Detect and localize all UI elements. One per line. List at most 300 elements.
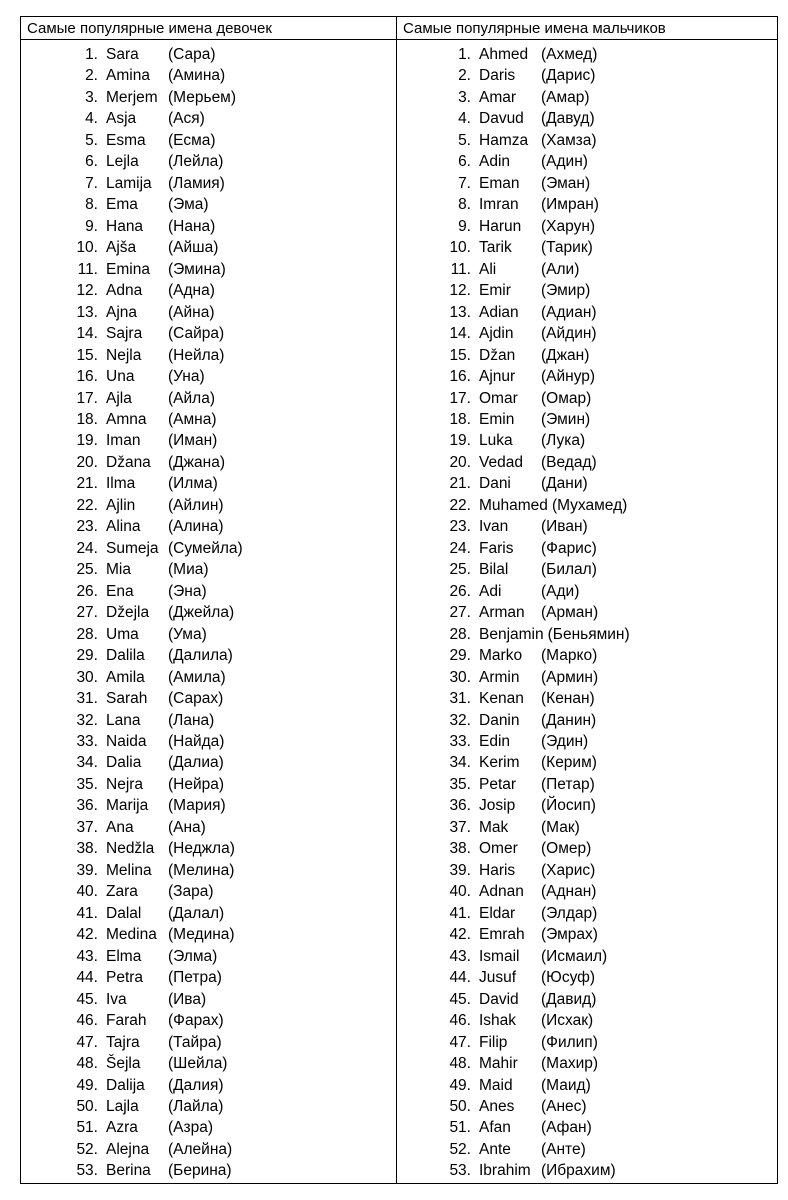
rank-number: 34. bbox=[76, 754, 98, 772]
girl-name-row bbox=[21, 44, 396, 65]
latin-name: Ivan bbox=[479, 518, 509, 536]
latin-name: Lejla bbox=[106, 153, 139, 171]
girl-name-row bbox=[21, 688, 396, 709]
girl-name-row bbox=[21, 795, 396, 816]
cyrillic-name: (Лука) bbox=[541, 432, 586, 450]
rank-number: 2. bbox=[458, 67, 471, 85]
latin-name: Tarik bbox=[479, 239, 512, 257]
latin-name: Vedad bbox=[479, 453, 523, 471]
girl-name-row bbox=[21, 65, 396, 86]
cyrillic-name: (Азра) bbox=[168, 1119, 214, 1137]
latin-name: Ilma bbox=[106, 475, 136, 493]
cyrillic-name: (Фарис) bbox=[541, 539, 597, 557]
latin-name: Ajnur bbox=[479, 368, 516, 386]
latin-name: Kenan bbox=[479, 690, 524, 708]
cyrillic-name: (Исмаил) bbox=[541, 947, 608, 965]
cyrillic-name: (Данин) bbox=[541, 711, 597, 729]
rank-number: 35. bbox=[449, 775, 471, 793]
girl-name-row bbox=[21, 860, 396, 881]
boy-name-row bbox=[397, 946, 777, 967]
rank-number: 29. bbox=[76, 647, 98, 665]
girl-name-row bbox=[21, 1096, 396, 1117]
latin-name: Amar bbox=[479, 88, 517, 106]
girl-name-row bbox=[21, 924, 396, 945]
rank-number: 23. bbox=[449, 518, 471, 536]
girl-name-row bbox=[21, 1139, 396, 1160]
girl-name-row bbox=[21, 302, 396, 323]
boy-name-row bbox=[397, 924, 777, 945]
girl-name-row bbox=[21, 624, 396, 645]
rank-number: 49. bbox=[76, 1076, 98, 1094]
cyrillic-name: (Ведад) bbox=[541, 453, 597, 471]
boy-name-row bbox=[397, 903, 777, 924]
latin-name: Faris bbox=[479, 539, 514, 557]
cyrillic-name: (Айла) bbox=[168, 389, 215, 407]
latin-name: Ena bbox=[106, 582, 134, 600]
rank-number: 25. bbox=[449, 561, 471, 579]
latin-name: Ali bbox=[479, 260, 497, 278]
girl-name-row bbox=[21, 151, 396, 172]
latin-name: Daris bbox=[479, 67, 516, 85]
cyrillic-name: (Берина) bbox=[168, 1162, 232, 1180]
boy-name-row bbox=[397, 538, 777, 559]
rank-number: 28. bbox=[449, 625, 471, 643]
rank-number: 45. bbox=[449, 990, 471, 1008]
cyrillic-name: (Юсуф) bbox=[541, 969, 596, 987]
latin-name: Una bbox=[106, 368, 135, 386]
cyrillic-name: (Далал) bbox=[168, 904, 225, 922]
rank-number: 46. bbox=[76, 1012, 98, 1030]
rank-number: 26. bbox=[449, 582, 471, 600]
cyrillic-name: (Нейла) bbox=[168, 346, 225, 364]
rank-number: 49. bbox=[449, 1076, 471, 1094]
boy-name-row bbox=[397, 409, 777, 430]
boy-name-row bbox=[397, 710, 777, 731]
boy-name-row bbox=[397, 688, 777, 709]
girl-name-row bbox=[21, 731, 396, 752]
latin-name: Marko bbox=[479, 647, 523, 665]
latin-name: Naida bbox=[106, 733, 147, 750]
boy-name-row bbox=[397, 752, 777, 773]
latin-name: Ajša bbox=[106, 239, 137, 257]
cyrillic-name: (Петар) bbox=[541, 775, 595, 793]
rank-number: 19. bbox=[449, 432, 471, 450]
rank-number: 9. bbox=[85, 217, 98, 235]
rank-number: 24. bbox=[76, 539, 98, 557]
latin-name: Dalal bbox=[106, 904, 142, 922]
cyrillic-name: (Есма) bbox=[168, 131, 216, 149]
rank-number: 40. bbox=[449, 883, 471, 901]
boy-name-row bbox=[397, 366, 777, 387]
rank-number: 2. bbox=[85, 67, 98, 85]
rank-number: 53. bbox=[76, 1162, 98, 1180]
cyrillic-name: (Маид) bbox=[541, 1076, 591, 1094]
girls-column bbox=[21, 40, 397, 1184]
latin-name: Tajra bbox=[106, 1033, 140, 1051]
rank-number: 18. bbox=[76, 410, 98, 428]
cyrillic-name: (Тарик) bbox=[541, 239, 593, 257]
latin-name: Nejla bbox=[106, 346, 142, 364]
cyrillic-name: (Керим) bbox=[541, 754, 597, 772]
boy-name-row bbox=[397, 774, 777, 795]
cyrillic-name: (Амина) bbox=[168, 67, 226, 85]
girl-name-row bbox=[21, 752, 396, 773]
boy-name-row bbox=[397, 130, 777, 151]
cyrillic-name: (Нана) bbox=[168, 217, 216, 235]
boy-name-row bbox=[397, 345, 777, 366]
latin-name: Dani bbox=[479, 475, 511, 493]
cyrillic-name: (Шейла) bbox=[168, 1055, 228, 1073]
latin-name: Eldar bbox=[479, 904, 516, 922]
rank-number: 16. bbox=[449, 368, 471, 386]
cyrillic-name: (Айна) bbox=[168, 303, 215, 321]
cyrillic-name: (Харис) bbox=[541, 861, 596, 879]
girl-name-row bbox=[21, 409, 396, 430]
rank-number: 22. bbox=[449, 496, 471, 514]
latin-name: Ishak bbox=[479, 1012, 517, 1030]
rank-number: 37. bbox=[449, 818, 471, 836]
boy-name-row bbox=[397, 302, 777, 323]
latin-name: Sumeja bbox=[106, 539, 159, 557]
latin-name: Džejla bbox=[106, 604, 150, 622]
boy-name-row bbox=[397, 989, 777, 1010]
girl-name-row bbox=[21, 430, 396, 451]
cyrillic-name: (Эмир) bbox=[541, 282, 591, 300]
girl-name-row bbox=[21, 838, 396, 859]
boy-name-row bbox=[397, 559, 777, 580]
latin-name: Davud bbox=[479, 110, 524, 128]
latin-name: Ana bbox=[106, 818, 134, 836]
boy-name-row bbox=[397, 581, 777, 602]
latin-name: Mak bbox=[479, 818, 509, 836]
cyrillic-name: (Кенан) bbox=[541, 690, 595, 708]
latin-name: David bbox=[479, 990, 519, 1008]
latin-name: Maid bbox=[479, 1076, 513, 1094]
latin-name: Edin bbox=[479, 733, 511, 750]
rank-number: 37. bbox=[76, 818, 98, 836]
latin-name: Ahmed bbox=[479, 46, 529, 63]
boy-name-row bbox=[397, 87, 777, 108]
cyrillic-name: (Илма) bbox=[168, 475, 218, 493]
latin-name: Emina bbox=[106, 260, 150, 278]
cyrillic-name: (Ася) bbox=[168, 110, 205, 128]
rank-number: 7. bbox=[458, 174, 471, 192]
boy-name-row bbox=[397, 667, 777, 688]
boy-name-row bbox=[397, 173, 777, 194]
rank-number: 7. bbox=[85, 174, 98, 192]
cyrillic-name: (Найда) bbox=[168, 733, 225, 750]
cyrillic-name: (Адин) bbox=[541, 153, 588, 171]
cyrillic-name: (Ива) bbox=[168, 990, 207, 1008]
girl-name-row bbox=[21, 1160, 396, 1181]
rank-number: 13. bbox=[449, 303, 471, 321]
rank-number: 11. bbox=[77, 260, 98, 278]
boy-name-row bbox=[397, 280, 777, 301]
latin-name: Hana bbox=[106, 217, 144, 235]
rank-number: 27. bbox=[449, 604, 471, 622]
girl-name-row bbox=[21, 667, 396, 688]
rank-number: 10. bbox=[449, 239, 471, 257]
latin-name: Eman bbox=[479, 174, 520, 192]
latin-name: Farah bbox=[106, 1012, 147, 1030]
latin-name: Omer bbox=[479, 840, 518, 858]
girl-name-row bbox=[21, 1010, 396, 1031]
cyrillic-name: (Дани) bbox=[541, 475, 588, 493]
cyrillic-name: (Эдин) bbox=[541, 733, 589, 750]
latin-name: Sajra bbox=[106, 325, 143, 343]
cyrillic-name: (Мария) bbox=[168, 797, 226, 815]
cyrillic-name: (Далиа) bbox=[168, 754, 224, 772]
cyrillic-name: (Тайра) bbox=[168, 1033, 222, 1051]
cyrillic-name: (Эмина) bbox=[168, 260, 226, 278]
rank-number: 3. bbox=[85, 88, 98, 106]
cyrillic-name: (Исхак) bbox=[541, 1012, 594, 1030]
rank-number: 15. bbox=[449, 346, 471, 364]
cyrillic-name: (Элма) bbox=[168, 947, 218, 965]
cyrillic-name: (Сарах) bbox=[168, 690, 224, 708]
rank-number: 10. bbox=[76, 239, 98, 257]
rank-number: 14. bbox=[76, 325, 98, 343]
rank-number: 1. bbox=[458, 46, 471, 63]
boy-name-row bbox=[397, 1032, 777, 1053]
girl-name-row bbox=[21, 388, 396, 409]
rank-number: 12. bbox=[449, 282, 471, 300]
cyrillic-name: (Эмрах) bbox=[541, 926, 598, 944]
latin-name: Arman bbox=[479, 604, 525, 622]
cyrillic-name: (Адиан) bbox=[541, 303, 597, 321]
rank-number: 21. bbox=[76, 475, 98, 493]
cyrillic-name: (Филип) bbox=[541, 1033, 598, 1051]
latin-name: Lajla bbox=[106, 1097, 139, 1115]
latin-name: Adnan bbox=[479, 883, 524, 901]
cyrillic-name: (Эман) bbox=[541, 174, 591, 192]
latin-name: Šejla bbox=[106, 1055, 141, 1073]
cyrillic-name: (Давуд) bbox=[541, 110, 595, 128]
cyrillic-name: (Мерьем) bbox=[168, 88, 237, 106]
girl-name-row bbox=[21, 216, 396, 237]
cyrillic-name: (Эмин) bbox=[541, 410, 591, 428]
boy-name-row bbox=[397, 430, 777, 451]
girl-name-row bbox=[21, 645, 396, 666]
cyrillic-name: (Ума) bbox=[168, 625, 207, 643]
rank-number: 8. bbox=[458, 196, 471, 214]
rank-number: 30. bbox=[449, 668, 471, 686]
latin-name: Danin bbox=[479, 711, 520, 729]
rank-number: 9. bbox=[458, 217, 471, 235]
girl-name-row bbox=[21, 1053, 396, 1074]
rank-number: 31. bbox=[76, 690, 98, 708]
cyrillic-name: (Эна) bbox=[168, 582, 207, 600]
cyrillic-name: (Беньямин) bbox=[547, 625, 630, 643]
cyrillic-name: (Имран) bbox=[541, 196, 599, 214]
cyrillic-name: (Арман) bbox=[541, 604, 599, 622]
rank-number: 6. bbox=[458, 153, 471, 171]
rank-number: 43. bbox=[449, 947, 471, 965]
cyrillic-name: (Джана) bbox=[168, 453, 225, 471]
boy-name-row bbox=[397, 495, 777, 516]
cyrillic-name: (Амна) bbox=[168, 410, 217, 428]
latin-name: Ante bbox=[479, 1140, 511, 1158]
girl-name-row bbox=[21, 559, 396, 580]
latin-name: Elma bbox=[106, 947, 142, 965]
rank-number: 39. bbox=[76, 861, 98, 879]
boy-name-row bbox=[397, 602, 777, 623]
rank-number: 22. bbox=[76, 496, 98, 514]
cyrillic-name: (Далия) bbox=[168, 1076, 224, 1094]
cyrillic-name: (Билал) bbox=[541, 561, 597, 579]
rank-number: 38. bbox=[449, 840, 471, 858]
rank-number: 11. bbox=[450, 260, 471, 278]
cyrillic-name: (Ахмед) bbox=[541, 46, 598, 63]
rank-number: 4. bbox=[85, 110, 98, 128]
boy-name-row bbox=[397, 259, 777, 280]
cyrillic-name: (Фарах) bbox=[168, 1012, 224, 1030]
latin-name: Ajlin bbox=[106, 496, 136, 514]
cyrillic-name: (Дарис) bbox=[541, 67, 596, 85]
latin-name: Emrah bbox=[479, 926, 525, 944]
boy-name-row bbox=[397, 624, 777, 645]
rank-number: 27. bbox=[76, 604, 98, 622]
latin-name: Iva bbox=[106, 990, 127, 1008]
girl-name-row bbox=[21, 1032, 396, 1053]
rank-number: 52. bbox=[449, 1140, 471, 1158]
cyrillic-name: (Мак) bbox=[541, 818, 580, 836]
rank-number: 32. bbox=[76, 711, 98, 729]
girl-name-row bbox=[21, 1117, 396, 1138]
rank-number: 24. bbox=[449, 539, 471, 557]
latin-name: Harun bbox=[479, 217, 522, 235]
latin-name: Hamza bbox=[479, 131, 529, 149]
rank-number: 52. bbox=[76, 1140, 98, 1158]
rank-number: 23. bbox=[76, 518, 98, 536]
cyrillic-name: (Йосип) bbox=[541, 797, 596, 815]
boy-name-row bbox=[397, 1053, 777, 1074]
rank-number: 15. bbox=[76, 346, 98, 364]
latin-name: Ismail bbox=[479, 947, 520, 965]
girl-name-row bbox=[21, 452, 396, 473]
boy-name-row bbox=[397, 1117, 777, 1138]
rank-number: 47. bbox=[449, 1033, 471, 1051]
latin-name: Afan bbox=[479, 1119, 511, 1137]
latin-name: Anes bbox=[479, 1097, 515, 1115]
boy-name-row bbox=[397, 237, 777, 258]
cyrillic-name: (Харун) bbox=[541, 217, 596, 235]
rank-number: 17. bbox=[76, 389, 98, 407]
rank-number: 25. bbox=[76, 561, 98, 579]
latin-name: Nedžla bbox=[106, 840, 155, 858]
latin-name: Melina bbox=[106, 861, 152, 879]
rank-number: 36. bbox=[449, 797, 471, 815]
cyrillic-name: (Алина) bbox=[168, 518, 224, 536]
rank-number: 26. bbox=[76, 582, 98, 600]
rank-number: 41. bbox=[76, 904, 98, 922]
girl-name-row bbox=[21, 881, 396, 902]
girl-name-row bbox=[21, 259, 396, 280]
boy-name-row bbox=[397, 645, 777, 666]
latin-name: Medina bbox=[106, 926, 157, 944]
rank-number: 8. bbox=[85, 196, 98, 214]
rank-number: 5. bbox=[85, 131, 98, 149]
cyrillic-name: (Миа) bbox=[168, 561, 209, 579]
boy-name-row bbox=[397, 1096, 777, 1117]
rank-number: 50. bbox=[449, 1097, 471, 1115]
latin-name: Muhamed bbox=[479, 496, 548, 514]
rank-number: 21. bbox=[449, 475, 471, 493]
boy-name-row bbox=[397, 1139, 777, 1160]
girl-name-row bbox=[21, 130, 396, 151]
girls-list bbox=[21, 44, 396, 1182]
cyrillic-name: (Айлин) bbox=[168, 496, 224, 514]
rank-number: 47. bbox=[76, 1033, 98, 1051]
girl-name-row bbox=[21, 323, 396, 344]
cyrillic-name: (Махир) bbox=[541, 1055, 599, 1073]
boys-list bbox=[397, 44, 777, 1182]
rank-number: 50. bbox=[76, 1097, 98, 1115]
cyrillic-name: (Адна) bbox=[168, 282, 215, 300]
girl-name-row bbox=[21, 345, 396, 366]
cyrillic-name: (Омар) bbox=[541, 389, 592, 407]
rank-number: 43. bbox=[76, 947, 98, 965]
latin-name: Alejna bbox=[106, 1140, 150, 1158]
latin-name: Luka bbox=[479, 432, 513, 450]
cyrillic-name: (Марко) bbox=[541, 647, 598, 665]
cyrillic-name: (Лейла) bbox=[168, 153, 224, 171]
latin-name: Merjem bbox=[106, 88, 158, 106]
latin-name: Dalila bbox=[106, 647, 145, 665]
cyrillic-name: (Неджла) bbox=[168, 840, 235, 858]
cyrillic-name: (Далила) bbox=[168, 647, 233, 665]
latin-name: Omar bbox=[479, 389, 518, 407]
latin-name: Zara bbox=[106, 883, 138, 901]
rank-number: 42. bbox=[449, 926, 471, 944]
girl-name-row bbox=[21, 173, 396, 194]
boy-name-row bbox=[397, 151, 777, 172]
latin-name: Džan bbox=[479, 346, 516, 364]
boy-name-row bbox=[397, 323, 777, 344]
latin-name: Mia bbox=[106, 561, 131, 579]
boy-name-row bbox=[397, 1075, 777, 1096]
girl-name-row bbox=[21, 473, 396, 494]
latin-name: Dalia bbox=[106, 754, 142, 772]
girl-name-row bbox=[21, 108, 396, 129]
latin-name: Adian bbox=[479, 303, 519, 321]
boy-name-row bbox=[397, 216, 777, 237]
latin-name: Alina bbox=[106, 518, 141, 536]
boy-name-row bbox=[397, 388, 777, 409]
boy-name-row bbox=[397, 795, 777, 816]
latin-name: Marija bbox=[106, 797, 149, 815]
rank-number: 48. bbox=[449, 1055, 471, 1073]
boy-name-row bbox=[397, 731, 777, 752]
rank-number: 53. bbox=[449, 1162, 471, 1180]
rank-number: 51. bbox=[449, 1119, 471, 1137]
rank-number: 45. bbox=[76, 990, 98, 1008]
cyrillic-name: (Мелина) bbox=[168, 861, 235, 879]
rank-number: 19. bbox=[76, 432, 98, 450]
rank-number: 31. bbox=[449, 690, 471, 708]
latin-name: Uma bbox=[106, 625, 139, 643]
cyrillic-name: (Сара) bbox=[168, 46, 216, 63]
girl-name-row bbox=[21, 581, 396, 602]
cyrillic-name: (Нейра) bbox=[168, 775, 225, 793]
latin-name: Haris bbox=[479, 861, 516, 879]
rank-number: 18. bbox=[449, 410, 471, 428]
cyrillic-name: (Айша) bbox=[168, 239, 219, 257]
cyrillic-name: (Аднан) bbox=[541, 883, 597, 901]
girl-name-row bbox=[21, 774, 396, 795]
rank-number: 20. bbox=[76, 453, 98, 471]
rank-number: 40. bbox=[76, 883, 98, 901]
